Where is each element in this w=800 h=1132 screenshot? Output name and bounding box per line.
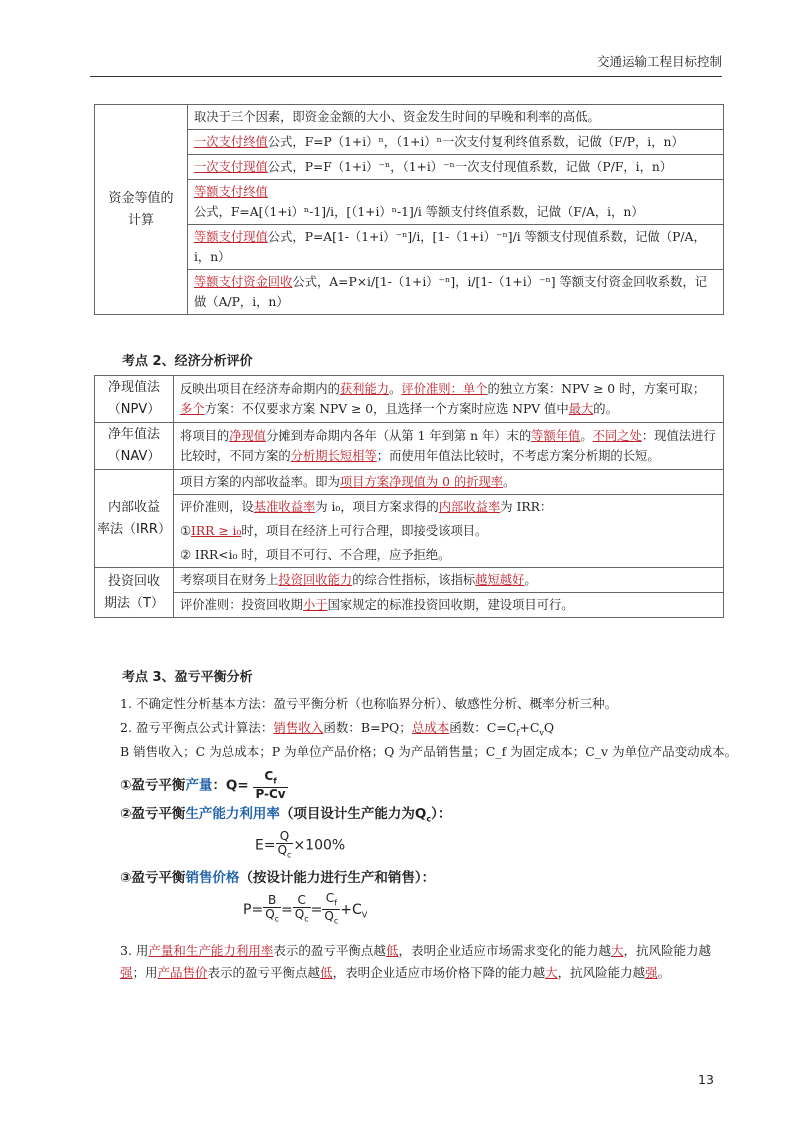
f3-k: 销售价格 [185, 870, 240, 886]
para4-d: ，抗风险能力越 [623, 943, 711, 958]
row5-text: 公式，P=A[1-（1+i）⁻ⁿ]/i，[1-（1+i）⁻ⁿ]/i 等额支付现值系数，记做（P/A，i，n） [194, 230, 706, 264]
pb-r1k: 投资回收能力 [278, 573, 353, 587]
eq3-frac3: $\frac{C_f}{Q_c}$ [324, 891, 339, 926]
npv-label-line2: （NPV） [107, 402, 161, 417]
payback-label-line2: 期法（T） [104, 595, 164, 611]
nav-k1: 净现值 [229, 429, 267, 443]
npv-t2: 。 [389, 382, 402, 396]
irr-r2a: 评价准则，设 [180, 500, 254, 514]
nav-t3: 。 [580, 429, 593, 443]
page-number: 13 [698, 1072, 714, 1087]
eq2-num: Q [276, 830, 294, 844]
f1-b: ：Q= [212, 777, 249, 794]
para4-g: ，表明企业适应市场价格下降的能力越 [332, 965, 546, 980]
para3: B 销售收入；C 为总成本；P 为单位产品价格；Q 为产品销售量；C_f 为固定成本；C_v 为单位产品变动成本。 [120, 744, 738, 759]
economic-evaluation-table [94, 375, 724, 618]
f2-c: ）： [431, 806, 452, 822]
section2-title: 考点 2、经济分析评价 [122, 354, 253, 369]
equation-price: P= $\frac{B}{Q_c}$ = $\frac{C}{Q_c}$ = $\frac{C_f}{Q_c}$ $+C_V$ [243, 891, 368, 926]
eq3-n3: C [325, 891, 335, 905]
nav-t5: ；而使用年值法比较时，不考虑方案分析期的长短。 [376, 449, 660, 463]
nav-label-line1: 净年值法 [107, 427, 160, 442]
pb-r1k2: 越短越好 [475, 573, 525, 587]
npv-content [174, 376, 724, 423]
irr-r3m: ① [180, 524, 192, 538]
eq3-frac1: $\frac{B}{Q_c}$ [265, 893, 280, 924]
para4-k3: 大 [610, 943, 624, 958]
para2-d: +C [519, 720, 540, 735]
para2: 2. 盈亏平衡点公式计算法：销售收入函数：B=PQ；总成本函数：$C=C_f+C_vQ$ [120, 720, 555, 738]
npv-t5: 的。 [593, 402, 618, 416]
para4-h: ，抗风险能力越 [557, 965, 646, 980]
irr-label [95, 470, 174, 568]
eq3-frac2: $\frac{C}{Q_c}$ [294, 893, 309, 924]
irr-r3k: IRR ≥ i₀ [191, 524, 242, 538]
para2-c: 函数：C=C [449, 720, 517, 735]
table1-label-line1: 资金等值的 [108, 190, 174, 206]
para2-k2: 总成本 [411, 720, 450, 735]
nav-label-line2: （NAV） [107, 449, 161, 464]
npv-k2: 评价准则：单个 [401, 382, 488, 396]
para4-b: 表示的盈亏平衡点越 [273, 943, 386, 958]
f3-a: ③盈亏平衡 [120, 870, 186, 886]
irr-r2k2: 内部收益率 [438, 500, 501, 514]
irr-r2k: 基准收益率 [253, 500, 316, 514]
para4-k2: 低 [385, 943, 399, 958]
table1-row6 [188, 270, 724, 315]
irr-row2 [174, 495, 724, 520]
pb-r1b: 的综合性指标，该指标 [352, 573, 476, 587]
para4-k6: 低 [320, 965, 333, 980]
eq3-d1: Q [265, 907, 275, 922]
f2-a: ②盈亏平衡 [120, 806, 186, 822]
f2-b: （项目设计生产能力为Q [279, 806, 427, 822]
nav-k4: 分析期长短相等 [290, 449, 377, 463]
npv-k4: 最大 [568, 402, 594, 416]
row2-text: 公式，F=P（1+i）ⁿ，（1+i）ⁿ一次支付复利终值系数，记做（F/P，i，n） [267, 135, 684, 149]
para2-k1: 销售收入 [273, 720, 324, 735]
para4-k5: 产品售价 [157, 965, 208, 980]
equation-utilization [255, 830, 345, 861]
formula1 [120, 770, 288, 801]
f1-den: P-Cv [255, 787, 286, 802]
irr-r1k: 项目方案净现值为 0 的折现率 [339, 475, 504, 489]
npv-t1: 反映出项目在经济寿命期内的 [180, 382, 340, 396]
npv-t3: 的独立方案：NPV ≥ 0 时，方案可取； [487, 382, 706, 396]
payback-row2 [174, 593, 724, 618]
para1: 1. 不确定性分析基本方法：盈亏平衡分析（也称临界分析）、敏感性分析、概率分析三种。 [120, 696, 618, 711]
irr-label-line1: 内部收益 [107, 499, 160, 515]
pb-r1a: 考察项目在财务上 [180, 573, 279, 587]
para4-k4: 强 [120, 965, 133, 980]
row6-text: 公式，A=P×i/[1-（1+i）⁻ⁿ]，i/[1-（1+i）⁻ⁿ] 等额支付资金回收系数，记做（A/P，i，n） [194, 275, 708, 309]
para2-b: 函数：B=PQ； [323, 720, 412, 735]
npv-t4: 方案：不仅要求方案 NPV ≥ 0，且选择一个方案时应选 NPV 值中 [204, 402, 569, 416]
para4-k1: 产量和生产能力利用率 [148, 943, 274, 958]
pb-r1c: 。 [524, 573, 537, 587]
capital-equivalence-table [94, 104, 724, 315]
pb-r2b: 国家规定的标准投资回收期，建设项目可行。 [327, 598, 574, 612]
nav-t4: ：现值法进行比较时，不同方案的 [180, 429, 716, 463]
para4-e: ；用 [132, 965, 158, 980]
f1-fraction: $\frac{C_f}{P-Cv}$ [255, 769, 286, 802]
table1-row4 [188, 180, 724, 225]
formula3 [120, 866, 435, 886]
para4 [120, 940, 730, 984]
npv-label-line1: 净现值法 [107, 380, 160, 395]
npv-k1: 获利能力 [339, 382, 390, 396]
irr-r1b: 。 [503, 475, 516, 489]
pb-r2k: 小于 [302, 598, 328, 612]
f1-k: 产量 [185, 777, 213, 794]
table1-row5 [188, 225, 724, 270]
para4-k8: 强 [645, 965, 658, 980]
nav-content [174, 423, 724, 470]
nav-label [95, 423, 174, 470]
payback-row1 [174, 568, 724, 593]
irr-r1a: 项目方案的内部收益率。即为 [180, 475, 340, 489]
irr-row1 [174, 470, 724, 495]
row3-text: 公式，P=F（1+i）⁻ⁿ，（1+i）⁻ⁿ一次支付现值系数，记做（P/F，i，n） [267, 160, 673, 174]
para2-a: 2. 盈亏平衡点公式计算法： [120, 720, 274, 735]
nav-t1: 将项目的 [180, 429, 230, 443]
f1-num: C [264, 769, 274, 783]
para4-f: 表示的盈亏平衡点越 [207, 965, 321, 980]
irr-r2b: 为 i₀，项目方案求得的 [315, 500, 439, 514]
eq3-tail: +C [340, 901, 362, 918]
f3-b: （按设计能力进行生产和销售）： [239, 870, 436, 886]
row5-key: 等额支付现值 [194, 230, 268, 244]
row4-text: 公式，F=A[（1+i）ⁿ-1]/i，[（1+i）ⁿ-1]/i 等额支付终值系数，记做（F/A，i，n） [194, 205, 644, 219]
payback-label-line1: 投资回收 [107, 573, 160, 589]
para4-i: 。 [657, 965, 671, 980]
eq2-rhs: ×100% [293, 837, 346, 854]
para4-c: ，表明企业适应市场需求变化的能力越 [398, 943, 611, 958]
header-rule [90, 76, 722, 77]
eq2-den: Q [277, 843, 288, 857]
row4-key: 等额支付终值 [194, 185, 268, 199]
eq3-n2: C [293, 894, 311, 908]
para4-k7: 大 [545, 965, 558, 980]
section3-title: 考点 3、盈亏平衡分析 [122, 670, 253, 685]
para2-e: Q [543, 720, 555, 735]
f2-k: 生产能力利用率 [185, 806, 280, 822]
f1-a: ①盈亏平衡 [120, 777, 186, 794]
table1-label [95, 105, 188, 315]
eq2-fraction: $\frac{Q}{Q_c}$ [277, 829, 292, 860]
nav-k2: 等额年值 [531, 429, 581, 443]
table1-label-line2: 计算 [127, 212, 154, 228]
eq3-d3: Q [324, 909, 334, 924]
eq3-lhs: P= [243, 901, 264, 918]
para4-a: 3. 用 [120, 943, 149, 958]
irr-row3 [174, 519, 724, 543]
irr-r3b: 时，项目在经济上可行合理，即接受该项目。 [241, 524, 488, 538]
table1-row1: 取决于三个因素，即资金金额的大小、资金发生时间的早晚和利率的高低。 [188, 105, 724, 130]
eq2-lhs: E= [255, 837, 276, 854]
row6-key: 等额支付资金回收 [194, 275, 293, 289]
irr-row4: ② IRR<i₀ 时，项目不可行、不合理，应予拒绝。 [174, 543, 724, 568]
row2-key: 一次支付终值 [194, 135, 268, 149]
eq3-n1: B [263, 894, 281, 908]
payback-label [95, 568, 174, 618]
row3-key: 一次支付现值 [194, 160, 268, 174]
irr-r2c: 为 IRR： [500, 500, 553, 514]
nav-t2: 分摊到寿命期内各年（从第 1 年到第 n 年）末的 [266, 429, 532, 443]
eq3-d2: Q [294, 907, 305, 922]
page-header-title: 交通运输工程目标控制 [596, 54, 722, 69]
table1-row3 [188, 155, 724, 180]
npv-k3: 多个 [180, 402, 205, 416]
pb-r2a: 评价准则：投资回收期 [180, 598, 303, 612]
formula2: ②盈亏平衡生产能力利用率（项目设计生产能力为$Q_c$）： [120, 806, 452, 824]
npv-label [95, 376, 174, 423]
nav-k3: 不同之处 [592, 429, 642, 443]
irr-label-line2: 率法（IRR） [97, 521, 171, 537]
table1-row2 [188, 130, 724, 155]
